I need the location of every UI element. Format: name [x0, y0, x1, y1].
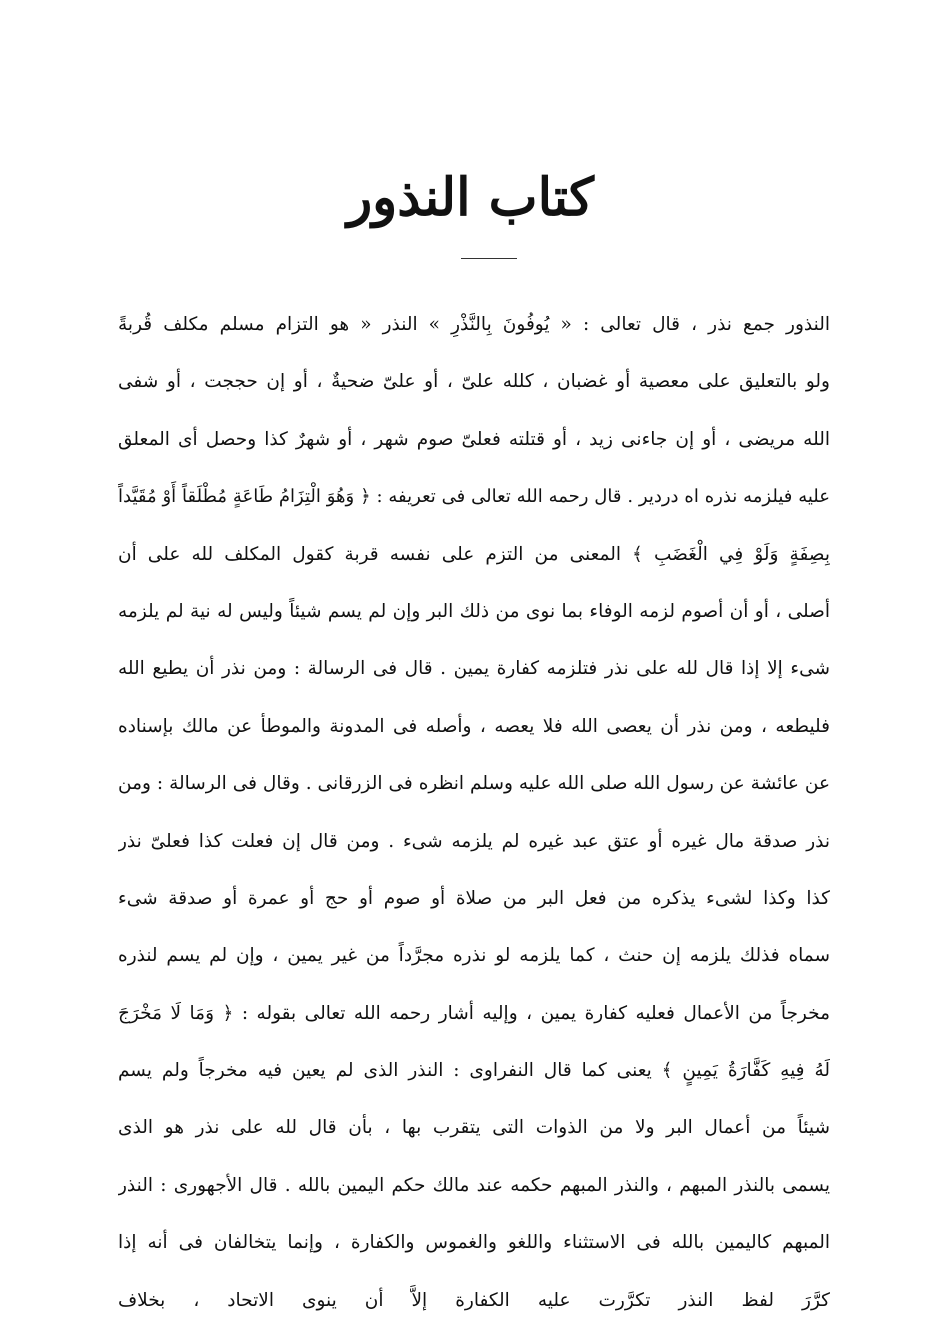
text-line: يسمى بالنذر المبهم ، والنذر المبهم حكمه عند مالك حكم اليمين بالله . قال الأجهورى : النذر — [118, 1174, 830, 1196]
text-line: سماه فذلك يلزمه إن حنث ، كما يلزمه لو نذره مجرَّداً من غير يمين ، وإن لم يسم لنذره — [118, 945, 830, 967]
text-line: عليه فيلزمه نذره اه دردير . قال رحمه الله تعالى فى تعريفه : ﴿ وَهُوَ الْتِزَامُ طَاعَةٍ مُطْلَقاً أَوْ مُقَيَّداً — [118, 486, 830, 508]
text-line: شيئاً من أعمال البر ولا من الذوات التى يتقرب بها ، بأن قال لله على نذر هو الذى — [118, 1117, 830, 1139]
text-line: عن عائشة عن رسول الله صلى الله عليه وسلم انظره فى الزرقانى . وقال فى الرسالة : ومن — [118, 773, 830, 795]
text-line: المبهم كاليمين بالله فى الاستثناء واللغو والغموس والكفارة ، وإنما يتخالفان فى أنه إذا — [118, 1232, 830, 1254]
text-line: ولو بالتعليق على معصية أو غضبان ، كلله علىّ ، أو علىّ ضحيةٌ ، أو إن حججت ، أو شفى — [118, 371, 830, 393]
chapter-title: كتاب النذور — [347, 167, 594, 228]
text-line: مخرجاً من الأعمال فعليه كفارة يمين ، وإليه أشار رحمه الله تعالى بقوله : ﴿ وَمَا لَا مَخْرَجَ — [118, 1002, 830, 1024]
title-divider — [461, 258, 517, 259]
text-line: كرَّرَ لفظ النذر تكرَّرت عليه الكفارة إلاَّ أن ينوى الاتحاد ، بخلاف — [118, 1289, 830, 1311]
text-line: بِصِفَةٍ وَلَوْ فِي الْغَضَبِ ﴾ المعنى من التزم على نفسه قربة كقول المكلف لله على أن — [118, 543, 830, 565]
text-line: كذا وكذا لشىء يذكره من فعل البر من صلاة أو صوم أو حج أو عمرة أو صدقة شىء — [118, 887, 830, 909]
text-line: لَهُ فِيهِ كَفَّارَةُ يَمِينٍ ﴾ يعنى كما قال النفراوى : النذر الذى لم يعين فيه مخرجاً ولم يسم — [118, 1060, 830, 1082]
text-line: شىء إلا إذا قال لله على نذر فتلزمه كفارة يمين . قال فى الرسالة : ومن نذر أن يطيع الله — [118, 658, 830, 680]
text-line: أصلى ، أو أن أصوم لزمه الوفاء بما نوى من ذلك البر وإن لم يسم شيئاً وليس له نية لم يلزمه — [118, 600, 830, 622]
text-line: فليطعه ، ومن نذر أن يعصى الله فلا يعصه ، وأصله فى المدونة والموطأ عن مالك بإسناده — [118, 715, 830, 737]
text-line: الله مريضى ، أو إن جاءنى زيد ، أو قتلته فعلىّ صوم شهر ، أو شهرٌ كذا وحصل أى المعلق — [118, 428, 830, 450]
text-line: النذور جمع نذر ، قال تعالى : « يُوفُونَ بِالنَّذْرِ » النذر « هو التزام مسلم مكلف قُربةً — [118, 314, 830, 335]
body-text — [118, 296, 830, 1329]
text-line: نذر صدقة مال غيره أو عتق عبد غيره لم يلزمه شىء . ومن قال إن فعلت كذا فعلىّ نذر — [118, 830, 830, 852]
